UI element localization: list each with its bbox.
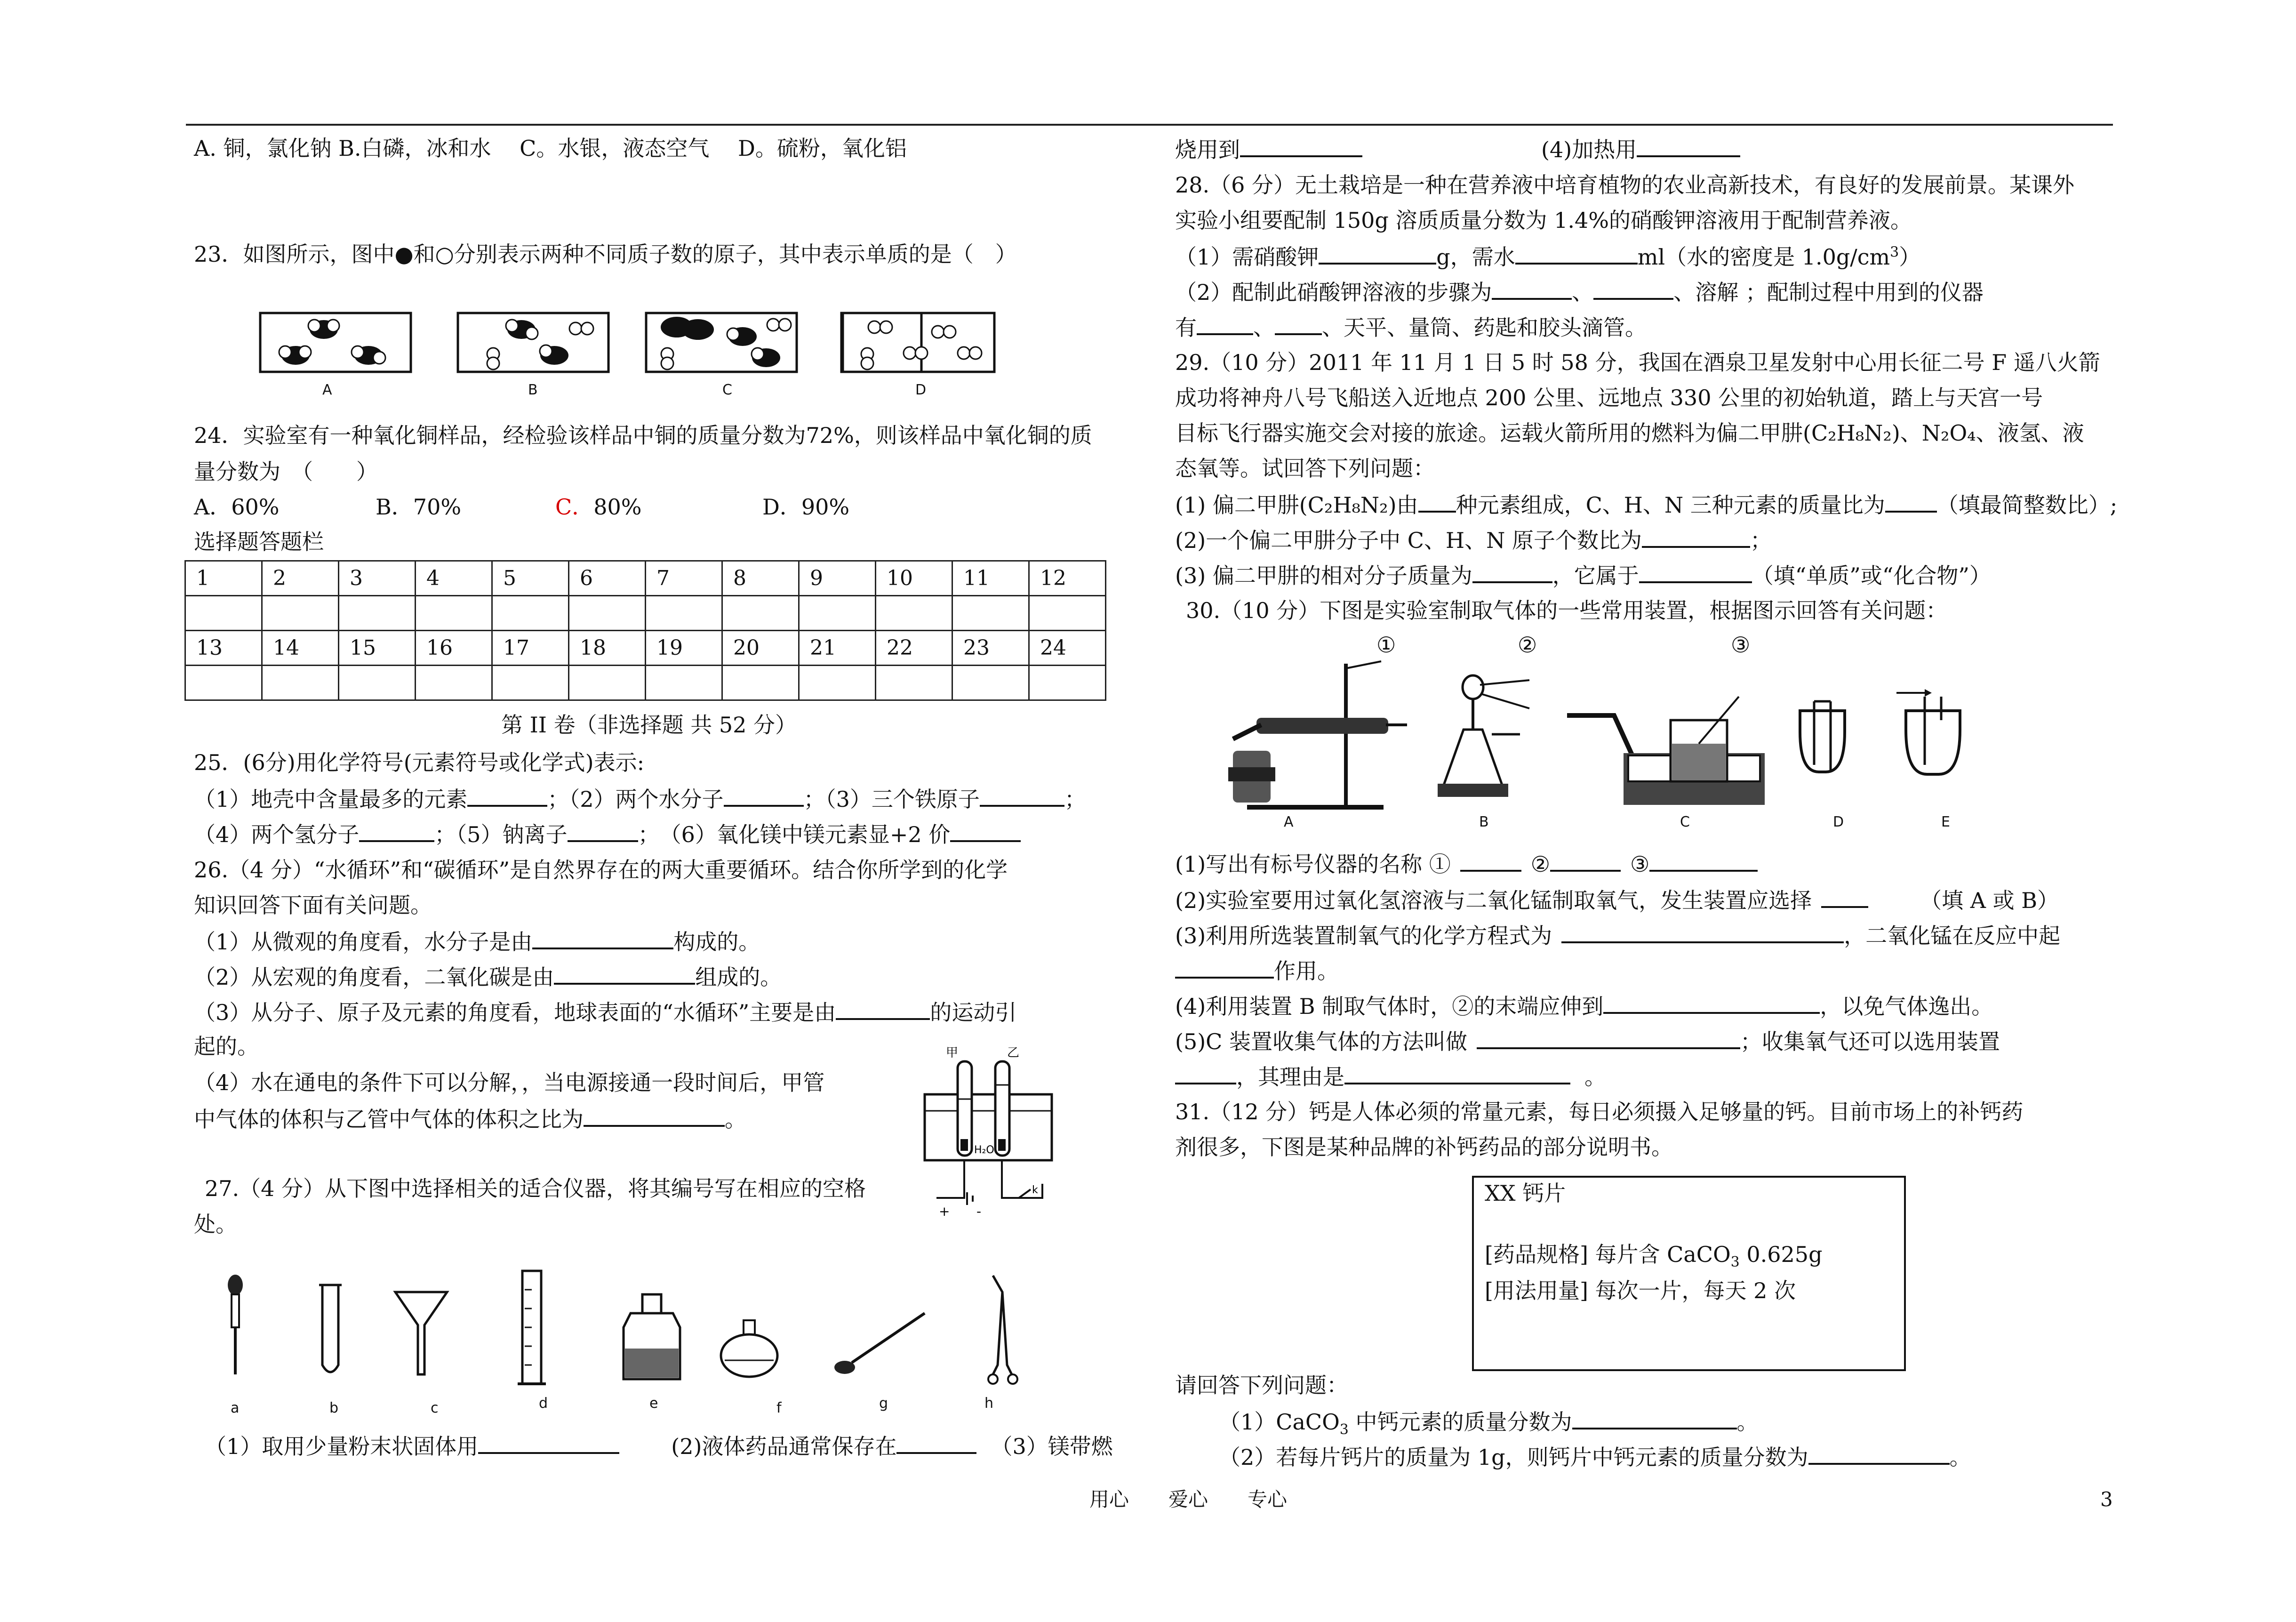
- q30-apparatus-figure: [1219, 659, 1986, 814]
- instrument-label-c: c: [431, 1400, 439, 1416]
- apparatus-label-e: E: [1941, 814, 1950, 830]
- q27-answer-line: （1）取用少量粉末状固体用 (2)液体药品通常保存在 （3）镁带燃: [205, 1434, 1113, 1459]
- water-label: H₂O: [974, 1144, 994, 1156]
- q30-line1: (1)写出有标号仪器的名称 ① ② ③: [1175, 851, 1758, 876]
- answer-number: 5: [492, 561, 569, 596]
- q24-option-d: D．90%: [762, 494, 850, 520]
- q30-line4: 作用。: [1175, 958, 1339, 983]
- answer-number: 20: [722, 631, 799, 666]
- apparatus-label-b: B: [1479, 814, 1489, 830]
- q29-line6: (2)一个偏二甲肼分子中 C、H、N 原子个数比为 ；: [1175, 528, 1772, 553]
- instrument-label-b: b: [329, 1400, 339, 1416]
- answer-cell[interactable]: [185, 596, 262, 631]
- answer-sheet-title: 选择题答题栏: [194, 529, 324, 554]
- test-tube-icon: [319, 1285, 342, 1372]
- q28-line1: 28.（6 分）无土栽培是一种在营养液中培育植物的农业高新技术，有良好的发展前景。某课外: [1175, 172, 2075, 198]
- q23-label-a: A: [322, 382, 332, 398]
- instrument-label-a: a: [231, 1400, 240, 1416]
- answer-cell[interactable]: [722, 596, 799, 631]
- q26-line2: 知识回答下面有关问题。: [194, 892, 432, 918]
- q24-option-a: A．60%: [194, 494, 280, 520]
- tube-label-jia: 甲: [946, 1046, 959, 1060]
- answer-number: 7: [646, 561, 722, 596]
- answer-cell[interactable]: [799, 666, 876, 700]
- answer-cell[interactable]: [799, 596, 876, 631]
- q30-line3: (3)利用所选装置制氧气的化学方程式为 ，二氧化锰在反应中起: [1175, 923, 2061, 948]
- q23-box-c: [646, 313, 797, 372]
- answer-number: 23: [952, 631, 1029, 666]
- circled-1: ①: [1376, 632, 1396, 658]
- q25-stem: 25．(6分)用化学符号(元素符号或化学式)表示:: [194, 750, 645, 775]
- q26-line1: 26.（4 分）“水循环”和“碳循环”是自然界存在的两大重要循环。结合你所学到的化学: [194, 857, 1008, 883]
- answer-number: 11: [952, 561, 1029, 596]
- circled-2: ②: [1518, 632, 1537, 658]
- q23-figure-d: [841, 311, 997, 377]
- instrument-label-h: h: [984, 1395, 994, 1412]
- q28-line4: （2）配制此硝酸钾溶液的步骤为 、 、溶解 ；配制过程中用到的仪器: [1175, 280, 1984, 305]
- q24-option-b: B．70%: [376, 494, 462, 520]
- apparatus-c: [1567, 697, 1765, 805]
- answer-number: 14: [262, 631, 339, 666]
- q23-box-b: [458, 313, 608, 372]
- funnel-icon: [395, 1292, 447, 1374]
- instrument-label-f: f: [776, 1400, 782, 1416]
- q27-instruments-figure: [221, 1266, 1031, 1407]
- q25-line1: （1）地壳中含量最多的元素 ；（2）两个水分子 ；（3）三个铁原子 ；: [194, 787, 1086, 812]
- q31-sub1: （1）CaCO$_3$ 中钙元素的质量分数为 。: [1219, 1409, 1759, 1438]
- answer-number: 17: [492, 631, 569, 666]
- answer-cell[interactable]: [339, 596, 416, 631]
- q27-continued: 烧用到 (4)加热用: [1175, 137, 1740, 162]
- q23-label-d: D: [915, 382, 927, 398]
- q26-line4: （2）从宏观的角度看，二氧化碳是由 组成的。: [194, 964, 782, 990]
- answer-number: 19: [646, 631, 722, 666]
- tube-label-yi: 乙: [1007, 1046, 1020, 1060]
- q30-line5: (4)利用装置 B 制取气体时，②的末端应伸到 ，以免气体逸出。: [1175, 994, 1993, 1019]
- answer-number: 13: [185, 631, 262, 666]
- q31-prompt: 请回答下列问题：: [1175, 1373, 1348, 1398]
- apparatus-label-a: A: [1284, 814, 1294, 830]
- q31-line2: 剂很多，下图是某种品牌的补钙药品的部分说明书。: [1175, 1134, 1673, 1160]
- apparatus-b: [1438, 675, 1529, 797]
- answer-number: 8: [722, 561, 799, 596]
- answer-cell[interactable]: [569, 596, 646, 631]
- answer-cell[interactable]: [646, 596, 722, 631]
- q29-line5: (1) 偏二甲肼(C₂H₈N₂)由 种元素组成，C、H、N 三种元素的质量比为 （填最简整数比）;: [1175, 492, 2118, 518]
- section-2-title: 第 II 卷（非选择题 共 52 分）: [501, 712, 797, 738]
- circled-3: ③: [1731, 632, 1751, 658]
- answer-cell[interactable]: [1029, 666, 1106, 700]
- medicine-label-spec: [药品规格] 每片含 CaCO$_3$ 0.625g: [1485, 1242, 1823, 1271]
- answer-number: 21: [799, 631, 876, 666]
- instrument-label-e: e: [649, 1395, 658, 1412]
- answer-number: 3: [339, 561, 416, 596]
- q30-line6: (5)C 装置收集气体的方法叫做 ；收集氧气还可以选用装置: [1175, 1029, 2000, 1054]
- q28-line3: （1）需硝酸钾 g，需水 ml（水的密度是 $1.0g/cm^3$）: [1175, 244, 1921, 270]
- instrument-label-d: d: [539, 1395, 548, 1412]
- answer-number: 6: [569, 561, 646, 596]
- q30-stem: 30.（10 分）下图是实验室制取气体的一些常用装置，根据图示回答有关问题：: [1186, 598, 1948, 623]
- reagent-bottle-icon: [624, 1294, 680, 1379]
- alcohol-lamp-icon: [721, 1320, 777, 1377]
- q24-line1: 24．实验室有一种氧化铜样品，经检验该样品中铜的质量分数为72%，则该样品中氧化铜的质: [194, 423, 1092, 448]
- answer-number: 16: [416, 631, 492, 666]
- answer-number: 4: [416, 561, 492, 596]
- apparatus-a: [1228, 661, 1407, 810]
- answer-sheet-row-numbers-1: [185, 561, 1106, 596]
- q24-line2: 量分数为 （ ）: [194, 459, 378, 484]
- answer-number: 1: [185, 561, 262, 596]
- q29-line4: 态氧等。试回答下列问题：: [1175, 456, 1435, 481]
- q26-line6: 起的。: [194, 1034, 259, 1059]
- answer-number: 9: [799, 561, 876, 596]
- page-number: 3: [2100, 1488, 2113, 1511]
- q31-line1: 31.（12 分）钙是人体必须的常量元素，每日必须摄入足够量的钙。目前市场上的补钙药: [1175, 1099, 2024, 1124]
- answer-cell[interactable]: [416, 666, 492, 700]
- answer-number: 12: [1029, 561, 1106, 596]
- q23-stem: 23．如图所示，图中●和○分别表示两种不同质子数的原子，其中表示单质的是（ ）: [194, 241, 1017, 267]
- answer-cell[interactable]: [876, 596, 952, 631]
- answer-sheet-row-blank-2: [185, 666, 1106, 700]
- q25-line2: （4）两个氢分子 ；（5）钠离子 ； （6）氧化镁中镁元素显+2 价: [194, 821, 1021, 847]
- graduated-cylinder-icon: [518, 1271, 546, 1384]
- q27-line1: 27.（4 分）从下图中选择相关的适合仪器，将其编号写在相应的空格: [205, 1176, 866, 1201]
- q23-label-b: B: [528, 382, 538, 398]
- answer-number: 18: [569, 631, 646, 666]
- q22-options: A. 铜，氯化钠 B.白磷，冰和水 C。水银，液态空气 D。硫粉，氧化铝: [194, 136, 907, 161]
- answer-sheet-row-numbers-2: [185, 631, 1106, 666]
- q26-line8: 中气体的体积与乙管中气体的体积之比为 。: [194, 1107, 746, 1132]
- q30-line7: ，其理由是 。: [1175, 1064, 1606, 1089]
- q27-line2: 处。: [194, 1212, 237, 1237]
- answer-cell[interactable]: [876, 666, 952, 700]
- q29-line2: 成功将神舟八号飞船送入近地点 200 公里、远地点 330 公里的初始轨道，踏上与天宫一号: [1175, 385, 2043, 410]
- answer-cell[interactable]: [416, 596, 492, 631]
- q23-figure: [258, 311, 926, 395]
- answer-number: 15: [339, 631, 416, 666]
- q29-line1: 29.（10 分）2011 年 11 月 1 日 5 时 58 分，我国在酒泉卫星发射中心用长征二号 F 遥八火箭: [1175, 350, 2100, 375]
- answer-cell[interactable]: [492, 666, 569, 700]
- q26-line3: （1）从微观的角度看，水分子是由 构成的。: [194, 929, 760, 955]
- plus-label: +: [939, 1204, 950, 1219]
- answer-cell[interactable]: [569, 666, 646, 700]
- answer-cell[interactable]: [262, 596, 339, 631]
- spatula-icon: [834, 1313, 925, 1374]
- minus-label: -: [976, 1204, 982, 1219]
- answer-cell[interactable]: [339, 666, 416, 700]
- q24-option-c: C．80%: [555, 494, 642, 520]
- q28-line5: 有 、 、天平、量筒、药匙和胶头滴管。: [1175, 315, 1647, 340]
- header-rule: [186, 124, 2113, 126]
- switch-label: k: [1032, 1184, 1038, 1196]
- q26-line5: （3）从分子、原子及元素的角度看，地球表面的“水循环”主要是由 的运动引: [194, 1000, 1017, 1025]
- answer-number: 24: [1029, 631, 1106, 666]
- answer-sheet-table: [184, 560, 1106, 701]
- footer-motto: 用心 爱心 专心: [1089, 1488, 1288, 1511]
- apparatus-d: [1800, 701, 1845, 772]
- medicine-label-title: XX 钙片: [1485, 1180, 1566, 1206]
- apparatus-e: [1896, 689, 1960, 774]
- answer-cell[interactable]: [185, 666, 262, 700]
- answer-number: 10: [876, 561, 952, 596]
- answer-cell[interactable]: [1029, 596, 1106, 631]
- dropper-icon: [228, 1275, 243, 1374]
- answer-cell[interactable]: [646, 666, 722, 700]
- answer-cell[interactable]: [952, 666, 1029, 700]
- q28-line2: 实验小组要配制 150g 溶质质量分数为 1.4%的硝酸钾溶液用于配制营养液。: [1175, 208, 1912, 233]
- instrument-label-g: g: [879, 1395, 888, 1412]
- q23-label-c: C: [722, 382, 732, 398]
- answer-number: 22: [876, 631, 952, 666]
- answer-cell[interactable]: [952, 596, 1029, 631]
- apparatus-label-d: D: [1833, 814, 1844, 830]
- answer-number: 2: [262, 561, 339, 596]
- q29-line7: (3) 偏二甲肼的相对分子质量为 ，它属于 （填“单质”或“化合物”）: [1175, 563, 1991, 588]
- q23-box-a: [260, 313, 411, 372]
- q30-line2: (2)实验室要用过氧化氢溶液与二氧化锰制取氧气，发生装置应选择 （填 A 或 B）: [1175, 888, 2059, 913]
- answer-cell[interactable]: [262, 666, 339, 700]
- answer-sheet-row-blank-1: [185, 596, 1106, 631]
- apparatus-label-c: C: [1680, 814, 1690, 830]
- crucible-tongs-icon: [988, 1276, 1017, 1384]
- answer-cell[interactable]: [722, 666, 799, 700]
- answer-cell[interactable]: [492, 596, 569, 631]
- q31-sub2: （2）若每片钙片的质量为 1g，则钙片中钙元素的质量分数为 。: [1219, 1445, 1971, 1470]
- q29-line3: 目标飞行器实施交会对接的旅途。运载火箭所用的燃料为偏二甲肼(C₂H₈N₂)、N₂O₄、液氢、液: [1175, 420, 2084, 446]
- medicine-label-dosage: [用法用量] 每次一片，每天 2 次: [1485, 1278, 1796, 1303]
- q26-line7: （4）水在通电的条件下可以分解，，当电源接通一段时间后，甲管: [194, 1070, 825, 1095]
- electrolysis-figure: [920, 1043, 1061, 1221]
